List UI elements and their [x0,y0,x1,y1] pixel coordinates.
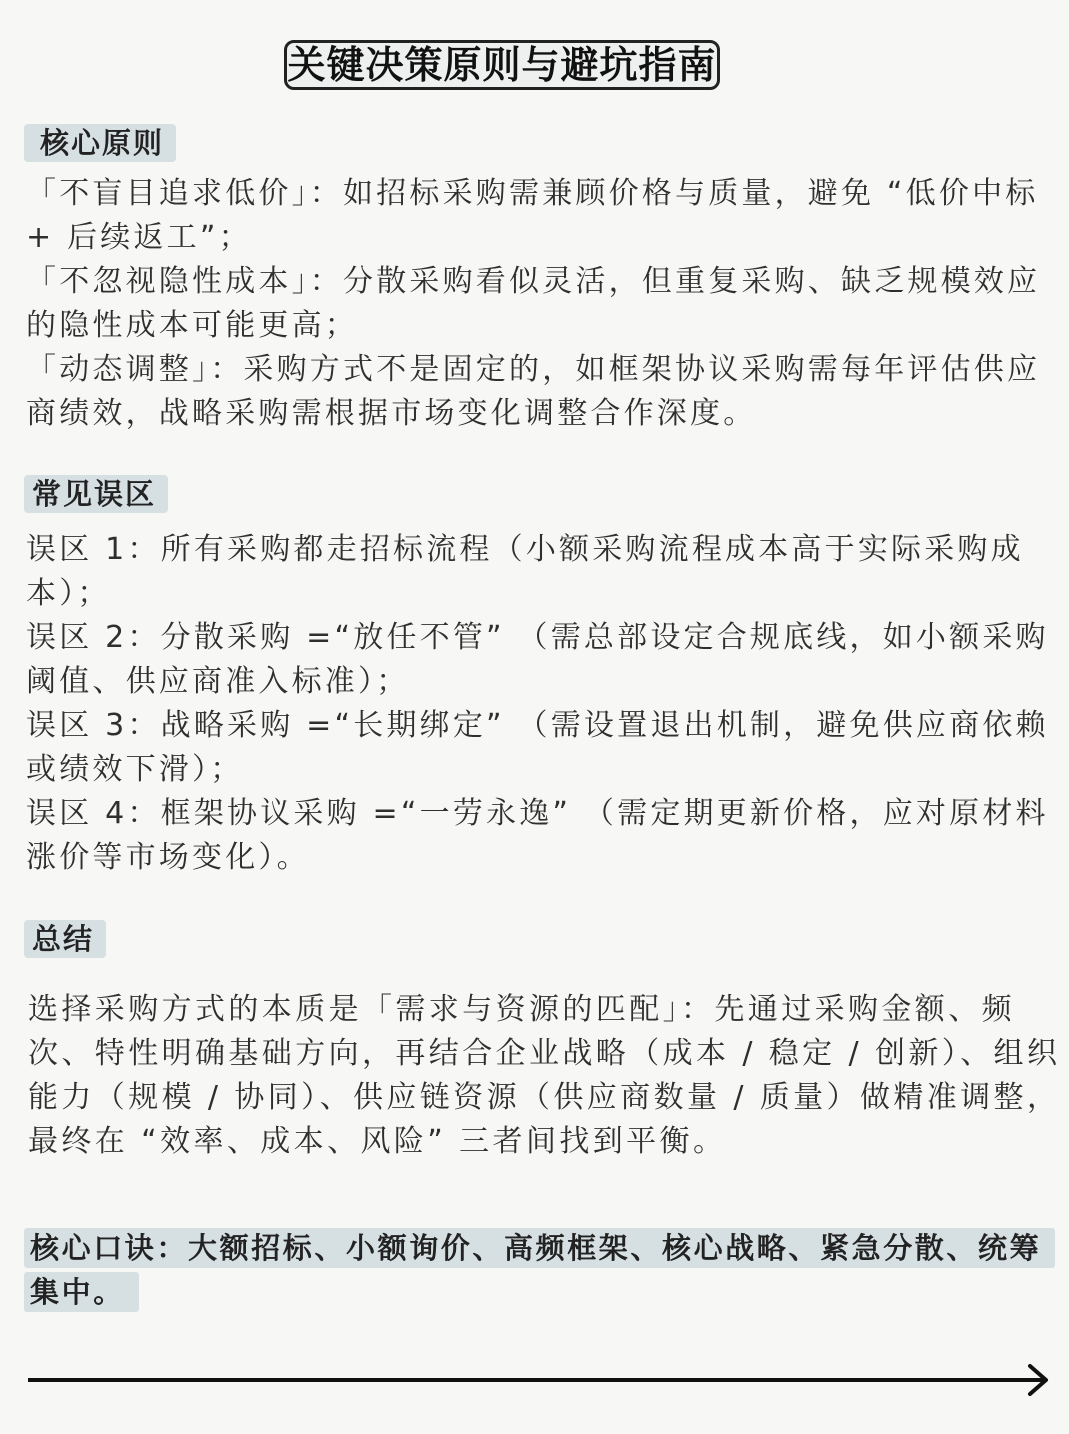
arrow-right-icon [28,1360,1052,1400]
common-mistakes-list [26,528,1056,880]
summary-text [28,988,1063,1164]
mistake-item: 误区 4：框架协议采购 =“一劳永逸” （需定期更新价格，应对原材料涨价等市场变化）。 [26,796,1049,875]
page-title: 关键决策原则与避坑指南 [284,40,720,90]
summary-paragraph: 选择采购方式的本质是「需求与资源的匹配」：先通过采购金额、频次、特性明确基础方向，再结合企业战略（成本 / 稳定 / 创新）、组织能力（规模 / 协同）、供应链资源（供应商数量 / 质量）做精准调整，最终在 “效率、成本、风险” 三者间找到平衡。 [28,992,1061,1159]
mistake-item: 误区 1：所有采购都走招标流程（小额采购流程成本高于实际采购成本）； [26,532,1024,611]
section-heading-summary: 总结 [24,920,106,958]
mnemonic-text: 核心口诀：大额招标、小额询价、高频框架、核心战略、紧急分散、统筹集中。 [24,1228,1055,1312]
mistake-item: 误区 2：分散采购 =“放任不管” （需总部设定合规底线，如小额采购阈值、供应商准入标准）； [26,620,1049,699]
section-heading-common-mistakes: 常见误区 [24,475,168,513]
section-heading-core-principles: 核心原则 [24,124,176,162]
core-mnemonic [24,1226,1056,1314]
principle-item: 「动态调整」：采购方式不是固定的，如框架协议采购需每年评估供应商绩效，战略采购需根据市场变化调整合作深度。 [26,352,1041,431]
core-principles-list [26,172,1056,436]
principle-item: 「不忽视隐性成本」：分散采购看似灵活，但重复采购、缺乏规模效应的隐性成本可能更高； [26,264,1041,343]
principle-item: 「不盲目追求低价」：如招标采购需兼顾价格与质量，避免 “低价中标 + 后续返工”； [26,176,1039,255]
mistake-item: 误区 3：战略采购 =“长期绑定” （需设置退出机制，避免供应商依赖或绩效下滑）； [26,708,1049,787]
